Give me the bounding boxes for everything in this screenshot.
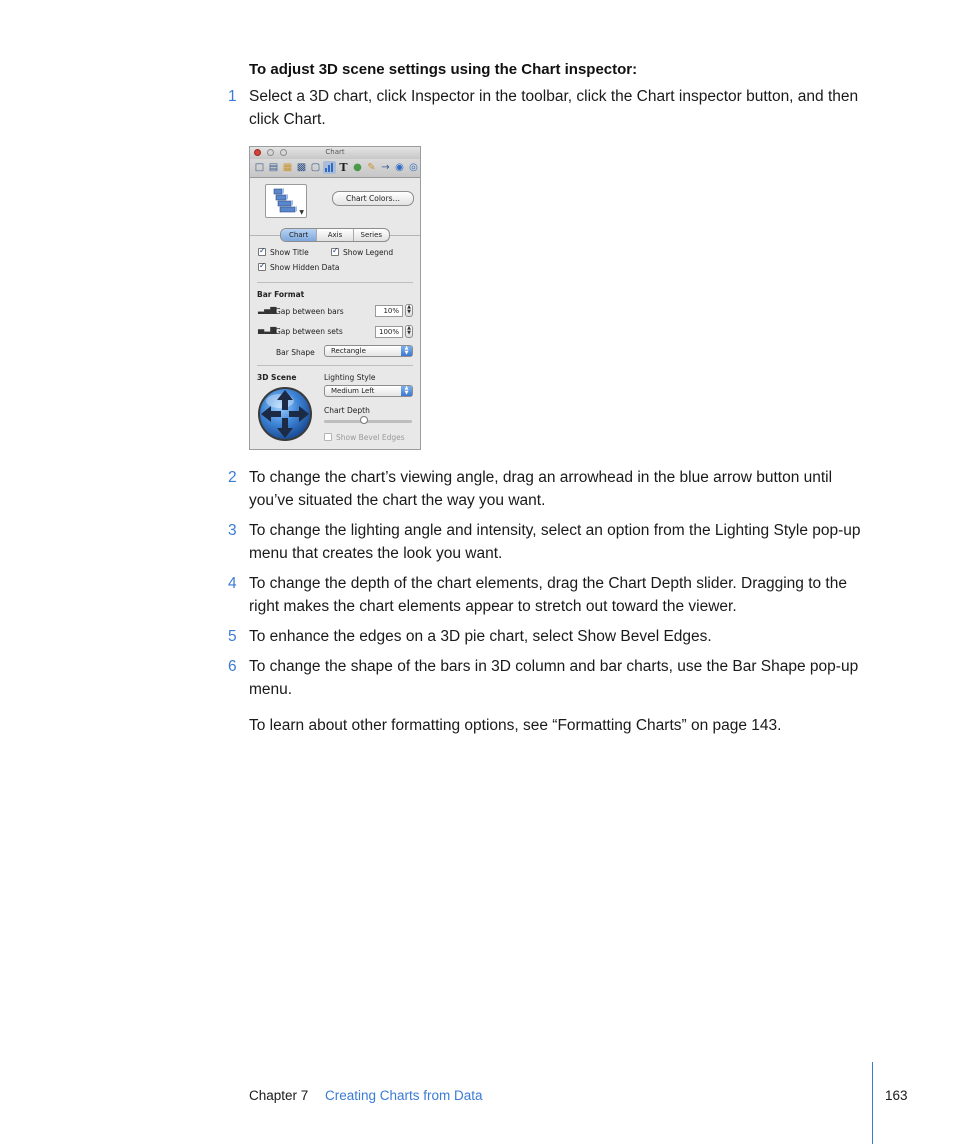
step-number: 1 bbox=[228, 88, 237, 105]
step-text: To change the lighting angle and intensity, select an option from the Lighting Style pop-up menu that creates the look you want. bbox=[249, 522, 861, 562]
popup-arrows-icon: ▲ ▼ bbox=[401, 386, 412, 396]
window-title: Chart bbox=[325, 148, 345, 156]
gap-between-sets-field[interactable]: 100% bbox=[375, 326, 403, 338]
gap-between-bars-field[interactable]: 10% bbox=[375, 305, 403, 317]
chart-depth-label: Chart Depth bbox=[324, 406, 370, 415]
show-hidden-data-label: Show Hidden Data bbox=[270, 263, 340, 272]
step-number: 5 bbox=[228, 628, 237, 645]
inspector-titlebar bbox=[250, 147, 420, 159]
quicktime-inspector-icon[interactable]: ◉ bbox=[395, 162, 404, 173]
chart-type-selector[interactable]: ▼ bbox=[265, 184, 307, 218]
gap-between-bars-icon: ▂▄▆ bbox=[258, 305, 277, 314]
tab-series[interactable]: Series bbox=[353, 229, 389, 241]
gap-between-bars-stepper[interactable]: ▲ ▼ bbox=[405, 304, 413, 317]
bar-shape-label: Bar Shape bbox=[276, 348, 315, 357]
show-title-checkbox[interactable] bbox=[258, 248, 266, 256]
show-legend-label: Show Legend bbox=[343, 248, 394, 257]
chart-depth-slider[interactable] bbox=[324, 420, 412, 423]
chart-inspector-panel bbox=[249, 146, 421, 450]
hyperlink-inspector-icon[interactable]: ✎ bbox=[367, 162, 376, 173]
bar-format-heading: Bar Format bbox=[257, 290, 305, 299]
step-text: To enhance the edges on a 3D pie chart, select Show Bevel Edges. bbox=[249, 628, 712, 645]
inspector-toolbar bbox=[250, 159, 420, 178]
step-number: 6 bbox=[228, 658, 237, 675]
lighting-style-label: Lighting Style bbox=[324, 373, 376, 382]
gap-between-sets-stepper[interactable]: ▲ ▼ bbox=[405, 325, 413, 338]
3d-scene-arrow-control[interactable] bbox=[256, 385, 314, 443]
step-text: To change the shape of the bars in 3D column and bar charts, use the Bar Shape pop-up menu. bbox=[249, 658, 859, 698]
colors-inspector-icon[interactable]: ◎ bbox=[409, 162, 418, 173]
step-text: To change the depth of the chart elements, drag the Chart Depth slider. Dragging to the right makes the chart elements appear to stretch out toward the viewer. bbox=[249, 575, 847, 615]
procedure-heading: To adjust 3D scene settings using the Chart inspector: bbox=[249, 61, 638, 78]
wrap-inspector-icon[interactable]: ▦ bbox=[282, 162, 293, 173]
footer-chapter-title-link[interactable]: Creating Charts from Data bbox=[325, 1088, 483, 1103]
tab-chart[interactable]: Chart bbox=[281, 229, 316, 241]
popup-arrows-icon: ▲ ▼ bbox=[401, 346, 412, 356]
inspector-tabs bbox=[280, 228, 390, 242]
gap-between-bars-label: Gap between bars bbox=[275, 307, 344, 316]
footer-divider bbox=[872, 1062, 873, 1144]
metrics-inspector-icon[interactable]: ● bbox=[353, 162, 362, 173]
footer-chapter: Chapter 7 bbox=[249, 1088, 309, 1103]
show-bevel-edges-checkbox[interactable] bbox=[324, 433, 332, 441]
ruler-inspector-icon[interactable]: → bbox=[381, 162, 390, 173]
step-text: To change the chart’s viewing angle, drag an arrowhead in the blue arrow button until you’ve situated the chart the way you want. bbox=[249, 469, 833, 509]
closing-paragraph: To learn about other formatting options, see “Formatting Charts” on page 143. bbox=[249, 717, 782, 734]
step-number: 3 bbox=[228, 522, 237, 539]
layout-inspector-icon[interactable]: ▤ bbox=[268, 162, 279, 173]
step-number: 2 bbox=[228, 469, 237, 486]
lighting-style-popup[interactable]: Medium Left ▲ ▼ bbox=[324, 385, 413, 397]
chart-inspector-icon[interactable] bbox=[323, 161, 336, 174]
graphic-inspector-icon[interactable]: ▢ bbox=[310, 162, 321, 173]
chart-colors-button[interactable]: Chart Colors… bbox=[332, 191, 414, 206]
tab-axis[interactable]: Axis bbox=[316, 229, 352, 241]
show-bevel-edges-label: Show Bevel Edges bbox=[336, 433, 405, 442]
document-inspector-icon[interactable]: □ bbox=[254, 162, 265, 173]
show-hidden-data-checkbox[interactable] bbox=[258, 263, 266, 271]
chart-depth-slider-knob[interactable] bbox=[360, 416, 368, 424]
show-title-label: Show Title bbox=[270, 248, 309, 257]
step-text: Select a 3D chart, click Inspector in the toolbar, click the Chart inspector button, and then click Chart. bbox=[249, 88, 859, 128]
step-number: 4 bbox=[228, 575, 237, 592]
gap-between-sets-icon: ▄▂▆ bbox=[258, 325, 277, 334]
page-number: 163 bbox=[885, 1088, 908, 1103]
text-inspector-icon[interactable]: T bbox=[339, 161, 348, 174]
gap-between-sets-label: Gap between sets bbox=[275, 327, 343, 336]
table-inspector-icon[interactable]: ▩ bbox=[296, 162, 307, 173]
bar-shape-popup[interactable]: Rectangle ▲ ▼ bbox=[324, 345, 413, 357]
3d-scene-heading: 3D Scene bbox=[257, 373, 297, 382]
show-legend-checkbox[interactable] bbox=[331, 248, 339, 256]
